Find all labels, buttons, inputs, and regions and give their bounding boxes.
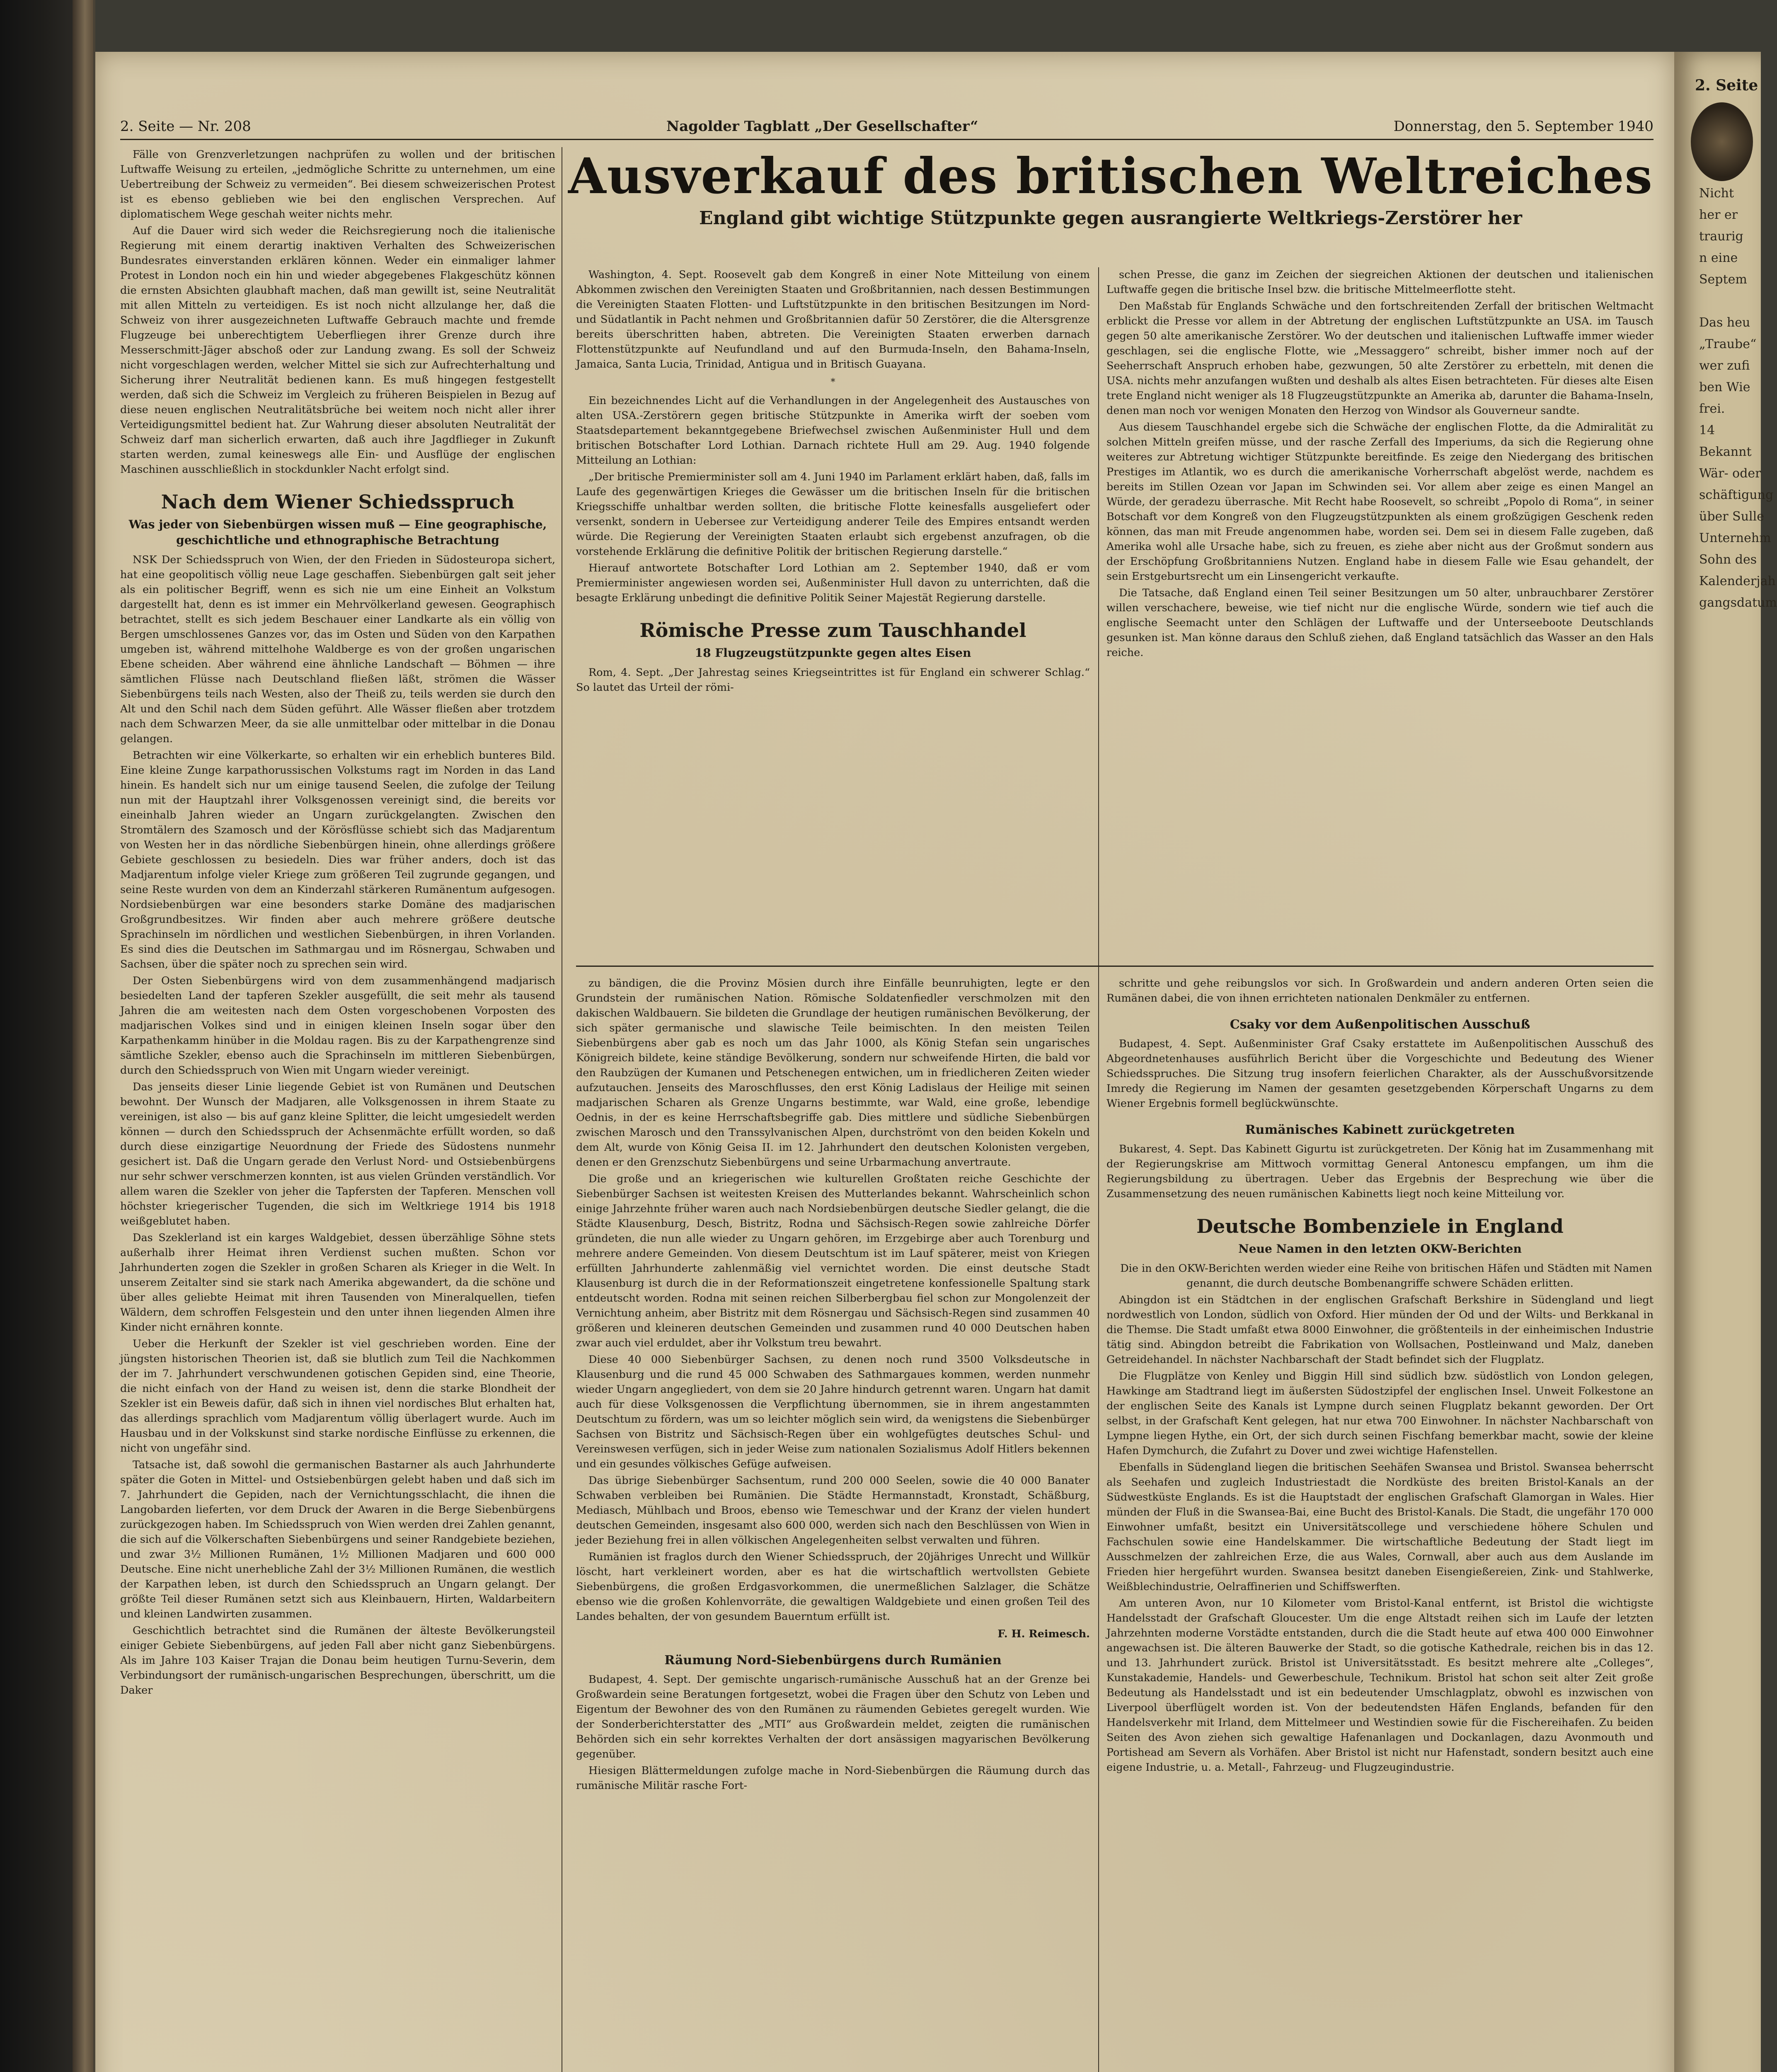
fragment-line: Sohn des [1699, 552, 1757, 567]
paragraph: Rom, 4. Sept. „Der Jahrestag seines Kriegseintrittes ist für England ein schwerer Schlag.“ So lautet das Urteil der römi- [576, 666, 1090, 694]
fragment-line: Kalenderjah [1699, 574, 1776, 588]
fragment-line: Bekannt [1699, 445, 1752, 459]
main-headline-block [568, 147, 1654, 229]
paragraph: Budapest, 4. Sept. Der gemischte ungarisch-rumänische Ausschuß hat an der Grenze bei Großwardein seine Beratungen fortgesetzt, wobei die Fragen über den Schutz von Leben und Eigentum der Bewohner des von den Rumänen zu räumenden Gebietes geregelt wurden. Wie der Sonderberichterstatter des „MTI“ aus Großwardein meldet, zeigten die rumänischen Behörden sich ein sehr korrektes Verhalten der dort ansässigen magyarischen Bevölkerung gegenüber. [576, 1673, 1090, 1760]
paragraph: schen Presse, die ganz im Zeichen der siegreichen Aktionen der deutschen und italienischen Luftwaffe gegen die britische Insel bzw. die britische Mittelmeerflotte steht. [1106, 269, 1654, 296]
paragraph: Bukarest, 4. Sept. Das Kabinett Gigurtu ist zurückgetreten. Der König hat im Zusammenhang mit der Regierungskrise am Mittwoch vormittag General Antonescu empfangen, um ihm die Regierungsbildung zu übertragen. Ueber das Ergebnis der Besprechung wie über die Zusammensetzung des neuen rumänischen Kabinetts liegt noch keine Mitteilung vor. [1106, 1143, 1654, 1200]
fragment-line: traurig [1699, 229, 1743, 244]
section-title: Räumung Nord-Siebenbürgens durch Rumänien [664, 1653, 1002, 1668]
adjacent-page-header: 2. Seite [1695, 77, 1758, 94]
paragraph: Ein bezeichnendes Licht auf die Verhandlungen in der Angelegenheit des Austausches von alten USA.-Zerstörern gegen britische Stützpunkte in Amerika wirft der soeben vom Staatsdepartement bekanntgegebene Briefwechsel zwischen Außenminister Hull und dem britischen Botschafter Lord Lothian. Darnach richtete Hull am 29. Aug. 1940 folgende Mitteilung an Lothian: [576, 395, 1090, 467]
section-subtitle: Was jeder von Siebenbürgen wissen muß — Eine geographische, geschichtliche und ethnographische Betrachtung [128, 518, 547, 547]
fragment-line: ben Wie [1699, 380, 1750, 395]
section-title: Rumänisches Kabinett zurückgetreten [1245, 1123, 1515, 1137]
middle-column-upper [576, 267, 1090, 697]
right-column-upper [1106, 267, 1654, 662]
paragraph: Washington, 4. Sept. Roosevelt gab dem Kongreß in einer Note Mitteilung von einem Abkommen zwischen den Vereinigten Staaten und Großbritannien, nach dessen Bestimmungen die Vereinigten Staaten Flotten- und Luftstützpunkte in den britischen Besitzungen im Nord- und Südatlantik in Pacht nehmen und Großbritannien dafür 50 Zerstörer, die die Altersgrenze bereits überschritten haben, abtreten. Die Vereinigten Staaten erwerben darnach Flottenstützpunkte auf Neufundland und auf den Burmuda-Inseln, den Bahama-Inseln, Jamaica, Santa Lucia, Trinidad, Antigua und in Britisch Guayana. [576, 269, 1090, 370]
fragment-line [1674, 289, 1761, 310]
paragraph: Das übrige Siebenbürger Sachsentum, rund 200 000 Seelen, sowie die 40 000 Banater Schwaben verbleiben bei Rumänien. Die Städte Hermannstadt, Kronstadt, Schäßburg, Mediasch, Mühlbach und Broos, ebenso wie Temeschwar und der Kranz der vielen hundert deutschen Gemeinden, insgesamt also 600 000, werden sich nach den Beschlüssen von Wien in jeder Beziehung frei in allen völkischen Angelegenheiten selbst verwalten und führen. [576, 1474, 1090, 1547]
issue-date: Donnerstag, den 5. September 1940 [1393, 118, 1654, 135]
section-title: Csaky vor dem Außenpolitischen Ausschuß [1230, 1017, 1530, 1032]
paragraph: Geschichtlich betrachtet sind die Rumänen der älteste Bevölkerungsteil einiger Gebiete Siebenbürgens, auf jeden Fall aber nicht ganz Siebenbürgens. Als im Jahre 103 Kaiser Trajan die Donau beim heutigen Turnu-Severin, dem Verbindungsort der rumänisch-ungarischen Besprechungen, überschritt, um die Daker [120, 1624, 555, 1697]
fragment-line: 14 [1699, 423, 1715, 438]
fragment-line: frei. [1699, 402, 1725, 416]
horizontal-rule [576, 966, 1654, 967]
fragment-line: her er [1699, 208, 1738, 222]
main-subheadline: England gibt wichtige Stützpunkte gegen ausrangierte Weltkriegs-Zerstörer her [699, 208, 1522, 229]
page-number: 2. Seite — Nr. 208 [120, 118, 251, 135]
paragraph: Aus diesem Tauschhandel ergebe sich die Schwäche der englischen Flotte, da die Admiralität zu solchen Mitteln greifen müsse, und der rasche Zerfall des Imperiums, da sich die Regierung ohne weiteres zur Abtretung wichtiger Stützpunkte bereitfinde. Es zeige den Niedergang des britischen Prestiges im Atlantik, wo es durch die amerikanische Vorherrschaft abgelöst werde, nachdem es bereits im Stillen Ozean vor Japan im Schwinden sei. Vor allem aber zeige es einen Mangel an Würde, der geradezu überrasche. Mit Recht habe Roosevelt, so schreibt „Popolo di Roma“, in seiner Botschaft vor dem Kongreß von den Flugzeugstützpunkten als einem großzügigen Geschenk reden können, das man mit Freude angenommen habe, worden sei. Dem sei in diesem Falle zugeben, daß Amerika wohl alle Ursache habe, sich zu freuen, es ziehe aber nicht aus der Großmut sondern aus der Erschöpfung Großbritanniens Nutzen. England habe in diesem Falle wie Esau gehandelt, der sein Erstgeburtsrecht um ein Linsengericht verkaufte. [1106, 421, 1654, 583]
fragment-line: über Sulle [1699, 509, 1764, 524]
fragment-line: Unternehm [1699, 531, 1771, 545]
separator-star: * [830, 377, 835, 387]
fragment-line: schäftigung [1699, 488, 1774, 502]
middle-column-lower [576, 976, 1090, 1795]
paragraph: Betrachten wir eine Völkerkarte, so erhalten wir ein erheblich bunteres Bild. Eine kleine Zunge karpathorussischen Volkstums ragt im Norden in das Land hinein. Es handelt sich nur um einige tausend Seelen, die zufolge der Teilung nun mit der Hauptzahl ihrer Volksgenossen vereinigt sind, die bereits vor eineinhalb Jahren wieder an Ungarn zurückgelangten. Zwischen den Stromtälern des Szamosch und der Körösflüsse schiebt sich das Madjarentum von Westen her in das nördliche Siebenbürgen hinein, ohne allerdings größere Gebiete geschlossen zu besiedeln. Dies war früher anders, doch ist das Madjarentum infolge vieler Kriege zum größeren Teil zugrunde gegangen, und seine Reste wurden von dem an Kinderzahl stärkeren Rumänentum aufgesogen. Nordsiebenbürgen war eine besonders starke Domäne des madjarischen Großgrundbesitzes. Wir finden aber auch mehrere größere deutsche Sprachinseln im nördlichen und westlichen Siebenbürgen, in ihren Vorlanden. Es sind dies die Deutschen im Sathmargau und im Rösnergau, Schwaben und Sachsen, über die später noch zu sprechen sein wird. [120, 749, 555, 971]
fragment-line: Septem [1699, 272, 1747, 287]
paragraph: Der Osten Siebenbürgens wird von dem zusammenhängend madjarisch besiedelten Land der tapferen Szekler ausgefüllt, die seit mehr als tausend Jahren die am weitesten nach dem Osten vorgeschobenen Vorposten des madjarischen Volkes sind und in einigen kleinen Inseln sogar über den Karpathenkamm hinüber in die Moldau ragen. Bis zu der Karpathengrenze sind sämtliche Szekler, ebenso auch die Sprachinseln im mittleren Siebenbürgen, durch den Schiedsspruch von Wien mit Ungarn wieder vereinigt. [120, 975, 555, 1077]
section-title: Nach dem Wiener Schiedsspruch [161, 491, 515, 513]
paragraph: schritte und gehe reibungslos vor sich. In Großwardein und andern anderen Orten seien die Rumänen dabei, die von ihnen errichteten nationalen Denkmäler zu entfernen. [1106, 977, 1654, 1005]
paragraph: Tatsache ist, daß sowohl die germanischen Bastarner als auch Jahrhunderte später die Goten in Mittel- und Ostsiebenbürgen gelebt haben und daß sich im 7. Jahrhundert die Gepiden, nach der Vernichtungsschlacht, die ihnen die Langobarden lieferten, vor dem Druck der Awaren in die Berge Siebenbürgens zurückgezogen haben. Im Schiedsspruch von Wien werden drei Zahlen genannt, die sich auf die Völkerschaften Siebenbürgens und seiner Randgebiete beziehen, und zwar 3½ Millionen Rumänen, 1½ Millionen Madjaren und 600 000 Deutsche. Eine nicht unerhebliche Zahl der 3½ Millionen Rumänen, die westlich der Karpathen leben, ist durch den Schiedsspruch an Ungarn gelangt. Der größte Teil dieser Rumänen setzt sich aus Kleinbauern, Hirten, Waldarbeitern und kleinen Landwirten zusammen. [120, 1459, 555, 1620]
paragraph: Abingdon ist ein Städtchen in der englischen Grafschaft Berkshire in Südengland und liegt nordwestlich von London, südlich von Oxford. Hier münden der Od und der Wilts- und Berkkanal in die Themse. Die Stadt umfaßt etwa 8000 Einwohner, die größtenteils in der einheimischen Industrie tätig sind. Abingdon betreibt die Fabrikation von Wollsachen, Postleinwand und Malz, daneben Getreidehandel. In nächster Nachbarschaft der Stadt befindet sich der Flugplatz. [1106, 1294, 1654, 1366]
paragraph: Das Szeklerland ist ein karges Waldgebiet, dessen überzählige Söhne stets außerhalb ihrer Heimat ihren Verdienst suchen mußten. Schon vor Jahrhunderten zogen die Szekler in großen Scharen als Krieger in die Welt. In unserem Zeitalter sind sie stark nach Amerika abgewandert, da die schöne und über alles geliebte Heimat mit ihren Tausenden von Mineralquellen, tiefen Wäldern, dem schroffen Felsgestein und den unter ihnen liegenden Almen ihre Kinder nicht ernähren konnte. [120, 1232, 555, 1334]
author-signature: F. H. Reimesch. [997, 1628, 1090, 1640]
fragment-line: Das heu [1699, 315, 1750, 330]
paragraph: Rumänien ist fraglos durch den Wiener Schiedsspruch, der 20jähriges Unrecht und Willkür löscht, hart verkleinert worden, aber es hat die wirtschaftlich wertvollsten Gebiete Siebenbürgens, die großen Erdgasvorkommen, die unermeßlichen Salzlager, die Schätze ebenso wie die großen Kohlenvorräte, die gewaltigen Waldgebiete und einen großen Teil des Landes behalten, der von gesundem Bauerntum erfüllt ist. [576, 1551, 1090, 1623]
paragraph: Hiesigen Blättermeldungen zufolge mache in Nord-Siebenbürgen die Räumung durch das rumänische Militär rasche Fort- [576, 1765, 1090, 1792]
section-title: Römische Presse zum Tauschhandel [639, 619, 1026, 641]
main-headline: Ausverkauf des britischen Weltreiches [568, 147, 1653, 205]
paragraph: Den Maßstab für Englands Schwäche und den fortschreitenden Zerfall der britischen Weltmacht erblickt die Presse vor allem in der Abtretung der englischen Luftstützpunkte an USA. im Tausch gegen 50 alte amerikanische Zerstörer. Wo der deutschen und italienischen Luftwaffe immer wieder geschlagen, sei die englische Flotte, wie „Messaggero“ schreibt, bisher immer noch auf der Seeherrschaft Anspruch erhoben habe, gezwungen, 50 alte Zerstörer zu erbetteln, mit denen die USA. nichts mehr anzufangen wußten und deshalb als altes Eisen betrachteten. Für dieses alte Eisen trete England nicht weniger als 18 Flugzeugstützpunkte an Amerika ab, darunter die Bahama-Inseln, denen man noch vor wenigen Monaten den Herzog von Windsor als Gouverneur sandte. [1106, 300, 1654, 417]
paragraph: Das jenseits dieser Linie liegende Gebiet ist von Rumänen und Deutschen bewohnt. Der Wunsch der Madjaren, alle Volksgenossen in ihrem Staate zu vereinigen, ist also — bis auf ganz kleine Splitter, die leicht umgesiedelt werden können — durch den Schiedsspruch der Achsenmächte erfüllt worden, so daß durch diese einzigartige Neuordnung der Friede des Südostens nunmehr gesichert ist. Daß die Ungarn gerade den Verlust Nord- und Ostsiebenbürgens nur sehr schwer verschmerzen konnten, ist aus vielen Gründen verständlich. Vor allem waren die Szekler von jeher die Tapfersten der Tapferen. Menschen voll höchster kriegerischer Tugenden, die sich im Weltkriege 1914 bis 1918 weißgeblutet haben. [120, 1081, 555, 1227]
paragraph: Am unteren Avon, nur 10 Kilometer vom Bristol-Kanal entfernt, ist Bristol die wichtigste Handelsstadt der Grafschaft Gloucester. Um die enge Altstadt reihen sich im Laufe der letzten Jahrzehnten moderne Vorstädte entstanden, durch die die Stadt heute auf etwa 400 000 Einwohner angewachsen ist. Die älteren Bauwerke der Stadt, so die gotische Kathedrale, reichen bis in das 12. und 13. Jahrhundert zurück. Bristol ist Universitätsstadt. Es besitzt mehrere alte „Colleges“, Kunstakademie, Handels- und Gewerbeschule, Technikum. Bristol hat schon seit alter Zeit große Bedeutung als Handelsstadt und ist ein bedeutender Umschlagplatz, obwohl es inzwischen von Liverpool überflügelt worden ist. Von der bedeutendsten Häfen Englands, befanden für den Handelsverkehr mit Irland, dem Mittelmeer und Westindien sowie für die Fischereihafen. Zu beiden Seiten des Avon ziehen sich gewaltige Hafenanlagen und Dockanlagen, dazu Avonmouth und Portishead am Severn als Vorhäfen. Aber Bristol ist nicht nur Hafenstadt, sondern besitzt auch eine eigene Industrie, u. a. Metall-, Fahrzeug- und Flugzeugindustrie. [1106, 1597, 1654, 1774]
section-title: Deutsche Bombenziele in England [1196, 1215, 1564, 1237]
left-column [120, 147, 555, 1699]
paragraph: Diese 40 000 Siebenbürger Sachsen, zu denen noch rund 3500 Volksdeutsche in Klausenburg und die rund 45 000 Schwaben des Sathmargaues kommen, werden nunmehr wieder Ungarn angegliedert, von dem sie 20 Jahre hindurch getrennt waren. Ungarn hat damit auch für diese Volksgenossen die Verpflichtung übernommen, sie in ihrem angestammten Deutschtum zu fördern, was um so leichter möglich sein wird, da wenigstens die Siebenbürger Sachsen von Bistritz und Sächsisch-Regen über ein wohlgefügtes deutsches Schul- und Vereinswesen verfügen, sich in jeder Weise zum nationalen Sozialismus Adolf Hitlers bekennen und ein gesundes völkisches Gefüge aufweisen. [576, 1353, 1090, 1470]
paragraph: Hierauf antwortete Botschafter Lord Lothian am 2. September 1940, daß er vom Premierminister angewiesen worden sei, Außenminister Hull davon zu unterrichten, daß die besagte Erklärung unbedingt die definitive Politik Seiner Majestät Regierung darstelle. [576, 562, 1090, 604]
fragment-line: wer zufi [1699, 358, 1750, 373]
paragraph: Ebenfalls in Südengland liegen die britischen Seehäfen Swansea und Bristol. Swansea beherrscht als Seehafen und zugleich Industriestadt die Nordküste des breiten Bristol-Kanals an der Südwestküste Englands. Es ist die Hauptstadt der englischen Grafschaft Glamorgan in Wales. Hier münden der Fluß in die Swansea-Bai, eine Bucht des Bristol-Kanals. Die Stadt, die ungefähr 170 000 Einwohner umfaßt, besitzt ein Universitätscollege und verschiedene höhere Schulen und Fachschulen sowie eine Handelskammer. Die wirtschaftliche Bedeutung der Stadt liegt im Ausschmelzen der zahlreichen Erze, die aus Wales, Cornwall, aber auch aus dem Auslande im Frieden hier hergeführt wurden. Swansea besitzt daneben Eisengießereien, Zink- und Stahlwerke, Weißblechindustrie, Oelraffinerien und Schiffswerften. [1106, 1461, 1654, 1593]
paragraph: Die Tatsache, daß England einen Teil seiner Besitzungen um 50 alter, unbrauchbarer Zerstörer willen verschachere, beweise, wie tief nicht nur die englische Würde, sondern wie tief auch die englische Seemacht unter den Schlägen der Luftwaffe und der Unterseeboote Deutschlands gesunken ist. Man könne daraus den Schluß ziehen, daß England tatsächlich das Wasser an den Hals reiche. [1106, 587, 1654, 659]
fragment-line: n eine [1699, 251, 1738, 265]
paragraph: Budapest, 4. Sept. Außenminister Graf Csaky erstattete im Außenpolitischen Ausschuß des Abgeordnetenhauses ausführlich Bericht über die Vorgeschichte und Bedeutung des Wiener Schiedsspruches. Die Sitzung trug insofern feierlichen Charakter, als der Ausschußvorsitzende Imredy die Regierung im Namen der gesamten gesetzgebenden Körperschaft Ungarns zu dem Wiener Ergebnis formell beglückwünschte. [1106, 1038, 1654, 1110]
paragraph: Die große und an kriegerischen wie kulturellen Großtaten reiche Geschichte der Siebenbürger Sachsen ist weitesten Kreisen des Mutterlandes bekannt. Wahrscheinlich schon einige Jahrzehnte früher waren auch nach Nordsiebenbürgen deutsche Siedler gelangt, die die Städte Klausenburg, Desch, Bistritz, Rodna und Sächsisch-Regen sowie zahlreiche Dörfer gründeten, die nun alle wieder zu Ungarn gehören, im Erzgebirge aber auch Torenburg und mehrere andere Gemeinden. Von diesem Deutschtum ist im Lauf späterer, meist von Kriegen erfüllten Jahrhunderte zahlenmäßig viel vernichtet worden. Die einst deutsche Stadt Klausenburg ist durch die in der Reformationszeit eingetretene konfessionelle Spaltung stark entdeutscht worden. Rodna mit seinen reichen Silberbergbau fiel schon zur Mongolenzeit der Vernichtung anheim, aber Bistritz mit dem Rösnergau und Sächsisch-Regen sind zusammen 40 größeren und kleineren deutschen Gemeinden und zusammen rund 40 000 Deutschen haben zwar auch viel erduldet, aber ihr Volkstum treu bewahrt. [576, 1173, 1090, 1349]
section-subtitle: 18 Flugzeugstützpunkte gegen altes Eisen [695, 646, 971, 660]
adjacent-page-fragment [1674, 52, 1777, 2072]
fragment-line: Nicht [1699, 186, 1734, 201]
paragraph: zu bändigen, die die Provinz Mösien durch ihre Einfälle beunruhigten, legte er den Grundstein der rumänischen Nation. Römische Soldatenfiedler verschmolzen mit den dakischen Waldbauern. Sie bildeten die Grundlage der heutigen rumänischen Bevölkerung, der sich später germanische und slawische Teile beimischten. In den meisten Teilen Siebenbürgens aber gab es noch um das Jahr 1000, als König Stefan sein ungarisches Königreich bildete, keine ständige Bevölkerung, sondern nur schweifende Hirten, die bald vor den Raubzügen der Kumanen und Petschenegen entwichen, um in friedlicheren Zeiten wieder aufzutauchen. Jenseits des Maroschflusses, den erst König Ladislaus der Heilige mit seinen madjarischen Scharen als Grenze Ungarns bestimmte, war Wald, eine große, lebendige Oednis, in der es keine Herrschaftsbegriffe gab. Dies mittlere und südliche Siebenbürgen zwischen Marosch und den Transsylvanischen Alpen, durchströmt von den beiden Kokeln und dem Alt, wurde von König Geisa II. im 12. Jahrhundert den deutschen Kolonisten vergeben, denen er den Grenzschutz Siebenbürgens und seine Urbarmachung anvertraute. [576, 977, 1090, 1169]
adjacent-page-lines [1674, 181, 1777, 612]
page-header [120, 114, 1654, 140]
column-rule [1098, 267, 1099, 2072]
page-edge [73, 0, 93, 2072]
right-column-lower [1106, 976, 1654, 1777]
adjacent-page-emblem [1691, 102, 1753, 181]
paragraph: Auf die Dauer wird sich weder die Reichsregierung noch die italienische Regierung mit einem derartig inaktiven Verhalten des Schweizerischen Bundesrates einverstanden erklären können. Weder ein einmaliger lahmer Protest in London noch ein hin und wieder abgegebenes Flakgeschütz können die ernsten Absichten glaubhaft machen, daß man gewillt ist, seine Neutralität mit allen Mitteln zu verteidigen. Es ist noch nicht allzulange her, daß die Schweiz von ihrer ausgezeichneten Luftwaffe Gebrauch machte und fremde Flugzeuge bei unberechtigtem Ueberfliegen ihrer Grenze durch ihre Messerschmitt-Jäger abschoß oder zur Landung zwang. Es soll der Schweiz nicht vorgeschlagen werden, welcher Mittel sie sich zur Aufrechterhaltung und Sicherung ihrer Neutralität bedienen kann. Es muß hingegen festgestellt werden, daß sich die Schweiz im Vergleich zu früheren Beispielen in Bezug auf diese neuen englischen Neutralitätsbrüche bei weitem noch nicht aller ihrer Verteidigungsmittel bedient hat. Zur Wahrung dieser absoluten Neutralität der Schweiz darf man sicherlich erwarten, daß auch ihre Jagdflieger in Zukunft starten werden, zumal keineswegs alle Ein- und Ausflüge der englischen Maschinen ausschließlich in stockdunkler Nacht erfolgt sind. [120, 225, 555, 476]
newspaper-page [95, 52, 1674, 2072]
fragment-line: Wär- oder [1699, 466, 1761, 481]
paragraph: Fälle von Grenzverletzungen nachprüfen zu wollen und der britischen Luftwaffe Weisung zu erteilen, „jedmögliche Schritte zu unternehmen, um eine Uebertreibung der Schweiz zu vermeiden“. Bei diesem schweizerischen Protest ist es ebenso geblieben wie bei den englischen Versprechen. Auf diplomatischem Wege geschah weiter nichts mehr. [120, 148, 555, 220]
newspaper-name: Nagolder Tagblatt „Der Gesellschafter“ [666, 118, 978, 135]
fragment-line: „Traube“ [1699, 337, 1757, 351]
fragment-line: gangsdatum [1699, 595, 1777, 610]
paragraph: Die in den OKW-Berichten werden wieder eine Reihe von britischen Häfen und Städten mit Namen genannt, die durch deutsche Bombenangriffe schwere Schäden erlitten. [1120, 1262, 1652, 1290]
paragraph: Die Flugplätze von Kenley und Biggin Hill sind südlich bzw. südöstlich von London gelegen, Hawkinge am Stadtrand liegt im äußersten Südostzipfel der englischen Insel. Unweit Folkestone an der englischen Seite des Kanals ist Lympne durch seinen Flugplatz bekannt geworden. Der Ort selbst, in der Grafschaft Kent gelegen, hat nur etwa 700 Einwohner. In nächster Nachbarschaft von Lympne liegen Hythe, ein Ort, der sich durch seinen Fischfang bemerkbar macht, sowie der kleine Hafen Dymchurch, die Zufahrt zu Dover und zwei wichtige Hafenstellen. [1106, 1370, 1654, 1457]
section-subtitle: Neue Namen in den letzten OKW-Berichten [1238, 1242, 1522, 1256]
paragraph: NSK Der Schiedsspruch von Wien, der den Frieden in Südosteuropa sichert, hat eine geopolitisch völlig neue Lage geschaffen. Siebenbürgen galt seit jeher als ein politischer Begriff, wenn es sich nie um eine Einheit an Volkstum dargestellt hat, denn es ist immer ein Mehrvölkerland gewesen. Geographisch betrachtet, stellt es sich jedem Beschauer einer Landkarte als ein völlig von Bergen umschlossenes Ganzes vor, das im Osten und Süden von den Karpathen umgeben ist, während mittelhohe Waldberge es von der großen ungarischen Ebene scheiden. Aber während eine ähnliche Landschaft — Böhmen — ihre sämtlichen Flüsse nach Deutschland fließen läßt, strömen die Wässer Siebenbürgens teils nach Westen, also der Theiß zu, teils werden sie durch den Alt und den Schil nach dem Süden geführt. Alle Wässer fließen aber trotzdem nach dem Schwarzen Meer, da sie alle unmittelbar oder mittelbar in die Donau gelangen. [120, 554, 555, 745]
paragraph: „Der britische Premierminister soll am 4. Juni 1940 im Parlament erklärt haben, daß, falls im Laufe des gegenwärtigen Krieges die Gewässer um die britischen Inseln für die britischen Kriegsschiffe unhaltbar werden sollten, die britische Flotte keinesfalls ausgeliefert oder versenkt, sondern in Uebersee zur Verteidigung anderer Teile des Empires entsandt werden würde. Die Regierung der Vereinigten Staaten erlaubt sich ergebenst anzufragen, ob die vorstehende Erklärung die definitive Politik der britischen Regierung darstelle.“ [576, 471, 1090, 558]
paragraph: Ueber die Herkunft der Szekler ist viel geschrieben worden. Eine der jüngsten historischen Theorien ist, daß sie blutlich zum Teil die Nachkommen der im 7. Jahrhundert verschwundenen gotischen Gepiden sind, eine Theorie, die nicht einfach von der Hand zu weisen ist, denn die starke Blondheit der Szekler ist ein Beweis dafür, daß sich in ihnen viel nordisches Blut erhalten hat, das allerdings sprachlich vom Madjarentum völlig überlagert wurde. Auch im Hausbau und in der Volkskunst sind starke nordische Einflüsse zu erkennen, die nicht von ungefähr sind. [120, 1338, 555, 1455]
